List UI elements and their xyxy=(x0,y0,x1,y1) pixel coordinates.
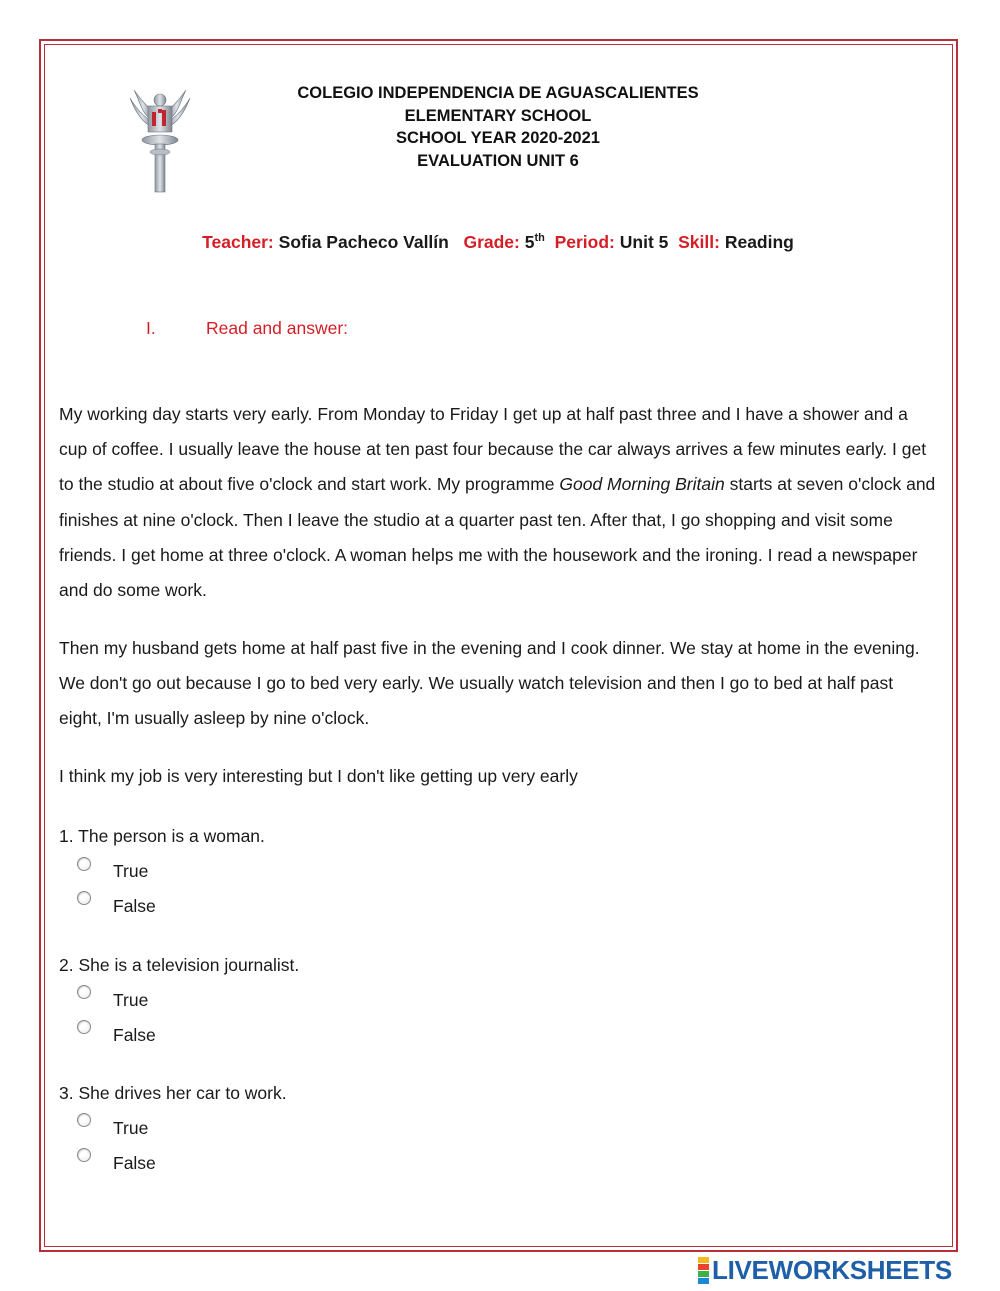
teacher-label: Teacher: xyxy=(202,232,274,252)
section-number: I. xyxy=(146,318,156,338)
grade-number: 5 xyxy=(524,232,535,252)
option-q1-true[interactable]: True xyxy=(113,861,149,881)
radio-q2-true[interactable] xyxy=(77,985,91,999)
liveworksheets-brand xyxy=(698,1256,952,1284)
school-crest-logo xyxy=(120,80,200,200)
evaluation-info-line xyxy=(60,232,936,253)
teacher-name: Sofia Pacheco Vallín xyxy=(278,232,449,252)
brand-box xyxy=(698,1278,709,1284)
passage-paragraph-1 xyxy=(59,397,939,608)
brand-box xyxy=(698,1257,709,1263)
grade-value xyxy=(525,232,545,252)
section-title: Read and answer: xyxy=(206,318,349,338)
school-level: ELEMENTARY SCHOOL xyxy=(404,106,592,125)
evaluation-title: EVALUATION UNIT 6 xyxy=(417,151,579,170)
period-value: Unit 5 xyxy=(619,232,669,252)
radio-q3-true[interactable] xyxy=(77,1113,91,1127)
option-q2-false[interactable]: False xyxy=(113,1025,156,1045)
brand-name: LIVEWORKSHEETS xyxy=(712,1254,952,1285)
passage-text: starts at seven o'clock and finishes at nine o'clock. Then I leave the studio at a quarter past ten. After that, I go shopping and visit some friends. I get home at three o'clock. A woman helps me with the housework and the ironing. I read a newspaper and do some work. xyxy=(59,474,936,601)
skill-value: Reading xyxy=(724,232,794,252)
option-q1-false[interactable]: False xyxy=(113,896,156,916)
brand-box xyxy=(698,1264,709,1270)
brand-box xyxy=(698,1271,709,1277)
brand-logo-icon xyxy=(698,1257,709,1284)
radio-q3-false[interactable] xyxy=(77,1148,91,1162)
skill-label: Skill: xyxy=(678,232,720,252)
option-q3-true[interactable]: True xyxy=(113,1118,149,1138)
option-q3-false[interactable]: False xyxy=(113,1153,156,1173)
passage-paragraph-3: I think my job is very interesting but I don't like getting up very early xyxy=(59,766,578,786)
school-name: COLEGIO INDEPENDENCIA DE AGUASCALIENTES xyxy=(297,84,699,102)
radio-q1-true[interactable] xyxy=(77,857,91,871)
school-year: SCHOOL YEAR 2020-2021 xyxy=(396,129,600,147)
grade-label: Grade: xyxy=(463,232,520,252)
question-1: 1. The person is a woman. xyxy=(59,826,265,846)
passage-text: My working day starts very early. From Monday to Friday I get up at half past three and I have a shower and a cup of coffee. I usually leave the house at ten past four because the car always arrives a few minutes early. I get to the studio at about five o'clock and start work. My programme xyxy=(59,404,927,495)
grade-suffix: th xyxy=(534,232,545,244)
radio-q1-false[interactable] xyxy=(77,891,91,905)
radio-q2-false[interactable] xyxy=(77,1020,91,1034)
question-2: 2. She is a television journalist. xyxy=(59,955,300,975)
question-3: 3. She drives her car to work. xyxy=(59,1083,287,1103)
period-label: Period: xyxy=(554,232,615,252)
school-header xyxy=(200,82,796,172)
passage-paragraph-2: Then my husband gets home at half past five in the evening and I cook dinner. We stay at home in the evening. We don't go out because I go to bed very early. We usually watch television and then I go to bed at half past eight, I'm usually asleep by nine o'clock. xyxy=(59,638,920,729)
programme-title: Good Morning Britain xyxy=(559,474,725,495)
option-q2-true[interactable]: True xyxy=(113,990,149,1010)
